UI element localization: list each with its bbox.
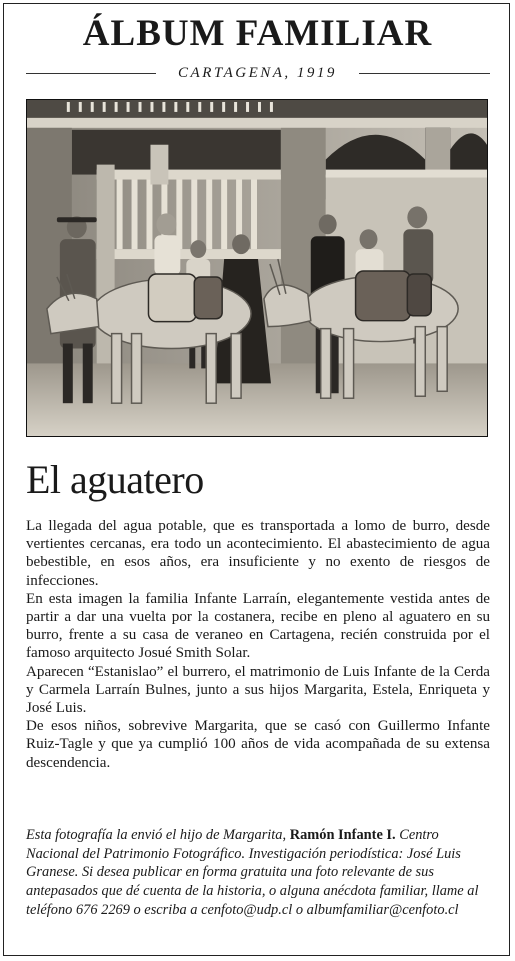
photo-illustration xyxy=(27,100,487,436)
article-body xyxy=(26,517,490,772)
article-paragraph: En esta imagen la familia Infante Larraín, elegantemente vestida antes de partir a dar una vuelta por la costanera, recibe en pleno al aguatero en su burro, frente a su casa de veraneo en Cartagena, recién construida por el famoso arquitecto Josué Smith Solar. xyxy=(26,590,490,662)
masthead-title: ÁLBUM FAMILIAR xyxy=(82,13,433,54)
article-headline: El aguatero xyxy=(26,457,204,502)
article-paragraph: Aparecen “Estanislao” el burrero, el matrimonio de Luis Infante de la Cerda y Carmela Larraín Bulnes, junto a sus hijos Margarita, Estela, Enriqueta y José Luis. xyxy=(26,663,490,717)
masthead-subtitle: CARTAGENA, 1919 xyxy=(178,65,337,81)
credit-sender: Ramón Infante I. xyxy=(289,827,396,843)
article-paragraph: La llegada del agua potable, que es transportada a lomo de burro, desde vertientes cercanas, era todo un acontecimiento. El abastecimiento de agua bebestible, en esos años, era insuficiente y no exento de riesgos de infecciones. xyxy=(26,518,490,589)
historic-photo xyxy=(26,99,488,437)
credit-intro: Esta fotografía la envió el hijo de Margarita, xyxy=(26,827,287,843)
credit-details: Centro Nacional del Patrimonio Fotográfico. Investigación periodística: José Luis Granese. Si desea publicar en forma gratuita una foto relevante de sus antepasados que dé cuenta de la historia, o alguna anécdota familiar, llame al teléfono 676 2269 o escriba a cenfoto@udp.cl o albumfamiliar@cenfoto.cl xyxy=(26,827,479,918)
article-paragraph: De esos niños, sobrevive Margarita, que se casó con Guillermo Infante Ruiz-Tagle y que ya cumplió 100 años de vida acompañada de su extensa descendencia. xyxy=(26,718,490,771)
photo-credit xyxy=(26,826,490,920)
